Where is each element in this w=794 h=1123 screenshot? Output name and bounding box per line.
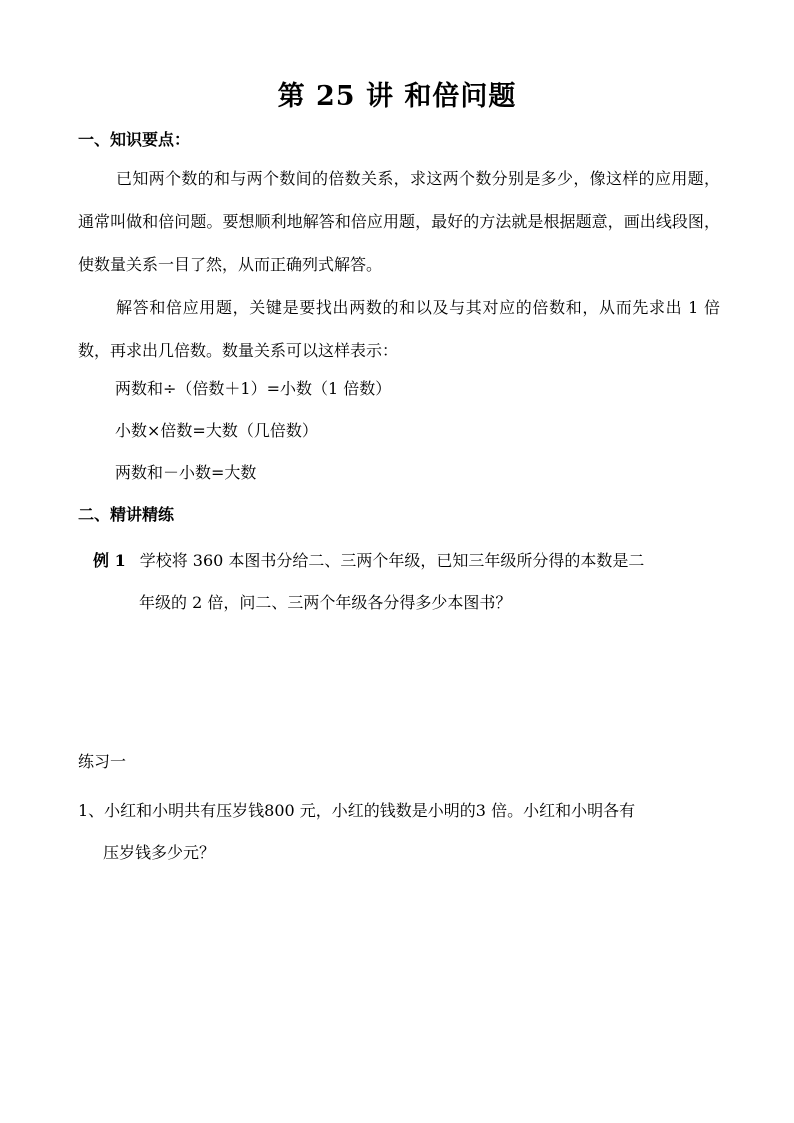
example-1: [93, 540, 720, 624]
example-1-line-2: 年级的 2 倍，问二、三两个年级各分得多少本图书？: [139, 593, 512, 612]
example-1-label: 例 1: [93, 551, 126, 570]
practice-problem-1: [78, 790, 720, 874]
paragraph-definition: 已知两个数的和与两个数间的倍数关系，求这两个数分别是多少，像这样的应用题，通常叫做和倍问题。要想顺利地解答和倍应用题，最好的方法就是根据题意，画出线段图，使数量关系一目了然，从而正确列式解答。: [78, 169, 720, 274]
practice-problem-1-line-2: 压岁钱多少元？: [103, 843, 216, 862]
example-1-line-1: [93, 540, 720, 582]
practice-title: 练习一: [78, 752, 127, 771]
section-heading-knowledge-points: 一、知识要点：: [78, 130, 191, 149]
section-heading-practice-lecture: 二、精讲精练: [78, 505, 175, 524]
formula-large-number-multiply: 小数×倍数=大数（几倍数）: [115, 421, 318, 440]
practice-problem-1-line-1: 1、小红和小明共有压岁钱800 元，小红的钱数是小明的3 倍。小红和小明各有: [78, 801, 636, 820]
paragraph-key-method: 解答和倍应用题，关键是要找出两数的和以及与其对应的倍数和，从而先求出 1 倍数，再求出几倍数。数量关系可以这样表示：: [78, 298, 720, 360]
formula-large-number-subtract: 两数和－小数=大数: [115, 463, 257, 482]
formula-small-number: 两数和÷（倍数＋1）=小数（1 倍数）: [115, 379, 392, 398]
example-1-text-1: 学校将 360 本图书分给二、三两个年级，已知三年级所分得的本数是二: [139, 551, 645, 570]
page-title: 第 25 讲 和倍问题: [277, 81, 517, 112]
